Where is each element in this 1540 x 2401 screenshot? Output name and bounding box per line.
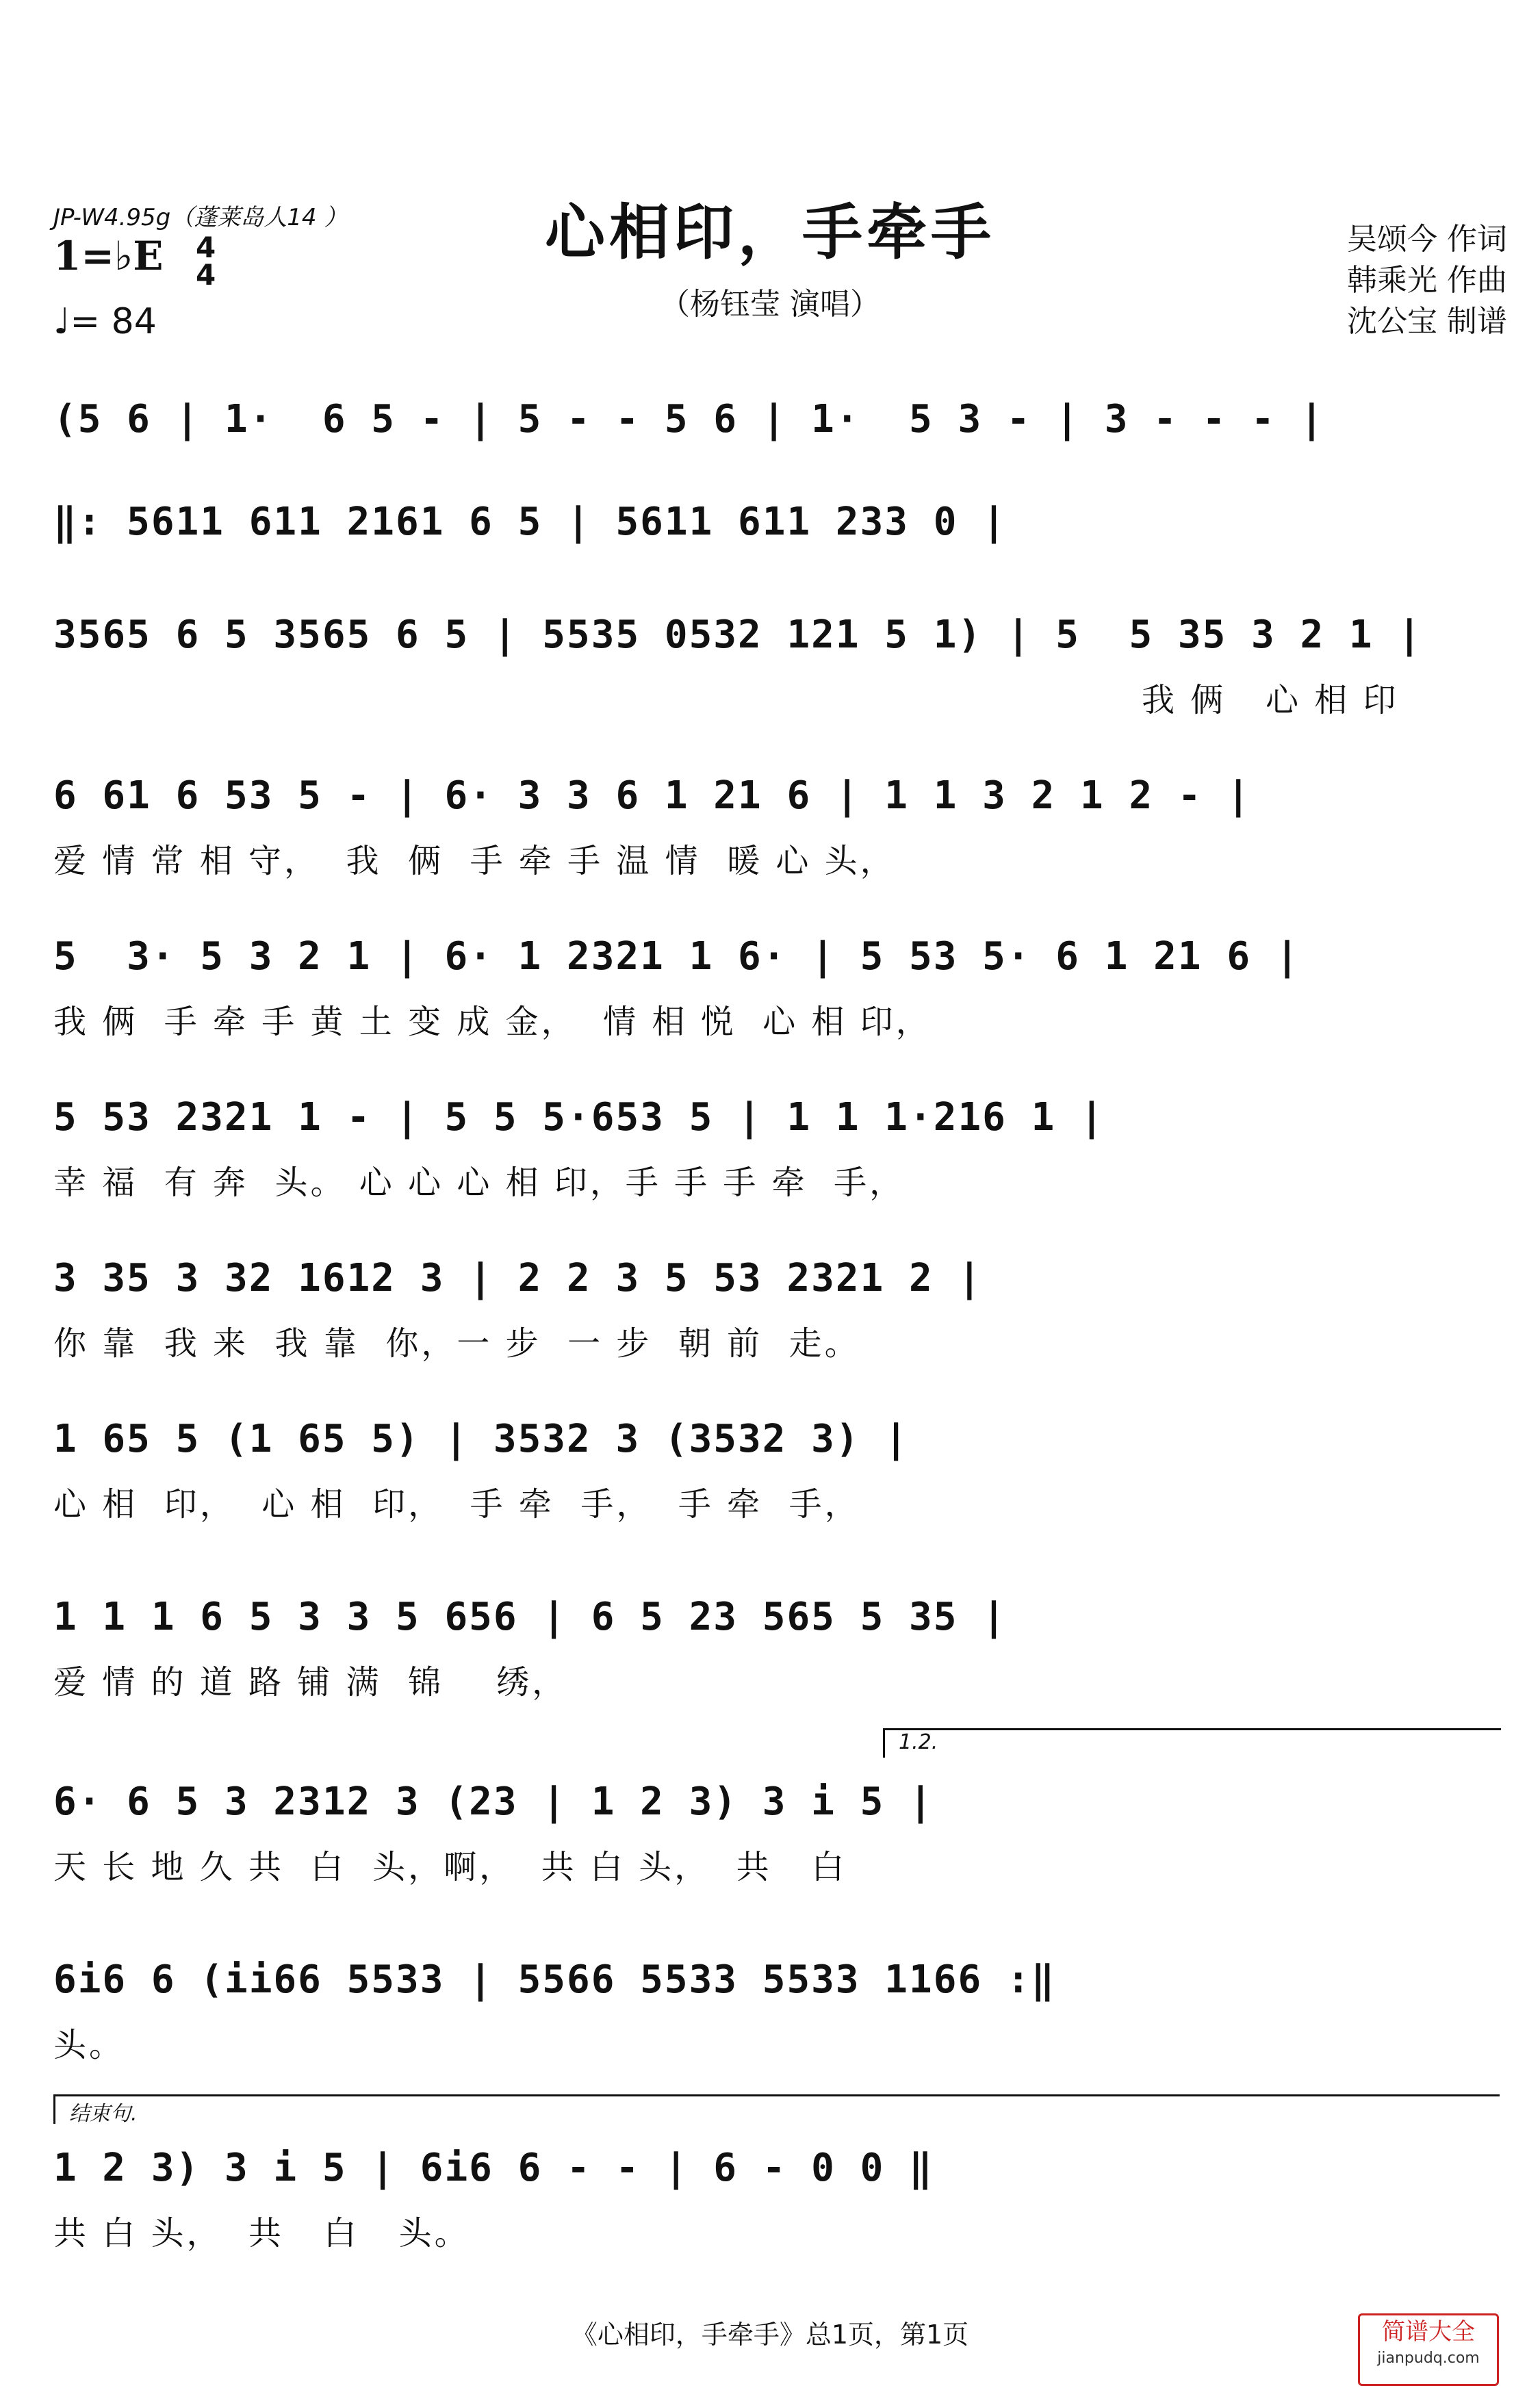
score-system-4 bbox=[53, 773, 1511, 882]
score-system-8 bbox=[53, 1417, 1511, 1525]
notation-line: 1 1 1 6 5 3 3 5 656 | 6 5 23 565 5 35 | bbox=[53, 1595, 1007, 1639]
notation-line: 3565 6 5 3565 6 5 | 5535 0532 121 5 1) | 5 5 35 3 2 1 | bbox=[53, 613, 1423, 657]
lyric-line: 爱 情 的 道 路 铺 满 锦 绣， bbox=[53, 1663, 568, 1702]
logo-text: 简谱大全 bbox=[1382, 2318, 1475, 2346]
lyric-line: 你 靠 我 来 我 靠 你，一 步 一 步 朝 前 走。 bbox=[53, 1324, 860, 1363]
time-top: 4 bbox=[196, 231, 216, 264]
tempo-marking: ♩= 84 bbox=[53, 301, 157, 342]
notation-line: 5 53 2321 1 - | 5 5 5·653 5 | 1 1 1·216 1 | bbox=[53, 1095, 1105, 1140]
score-system-12 bbox=[53, 2146, 1511, 2254]
site-logo bbox=[1358, 2313, 1499, 2386]
score-system-1 bbox=[53, 397, 1511, 458]
lyric-line: 天 长 地 久 共 白 头，啊， 共 白 头， 共 白 bbox=[53, 1848, 847, 1886]
lyricist-credit: 吴颂今 作词 bbox=[1347, 222, 1507, 257]
key-signature: 1=♭E bbox=[53, 233, 164, 279]
notation-line: 1 2 3) 3 i 5 | 6i6 6 - - | 6 - 0 0 ‖ bbox=[53, 2146, 934, 2190]
notation-line: 6 61 6 53 5 - | 6· 3 3 6 1 21 6 | 1 1 3 2 1 2 - | bbox=[53, 773, 1252, 818]
score-system-5 bbox=[53, 934, 1511, 1042]
page-footer: 《心相印，手牵手》总1页，第1页 bbox=[571, 2320, 969, 2350]
score-system-6 bbox=[53, 1095, 1511, 1203]
version-label: JP-W4.95g（蓬莱岛人14 ） bbox=[53, 204, 348, 231]
song-title: 心相印，手牵手 bbox=[544, 196, 995, 268]
time-bottom: 4 bbox=[196, 258, 216, 292]
notation-line: 5 3· 5 3 2 1 | 6· 1 2321 1 6· | 5 53 5· 6 1 21 6 | bbox=[53, 934, 1300, 979]
score-system-7 bbox=[53, 1256, 1511, 1364]
notation-line: 1 65 5 (1 65 5) | 3532 3 (3532 3) | bbox=[53, 1417, 910, 1461]
lyric-line: 我 俩 心 相 印 bbox=[1142, 681, 1399, 719]
volta-first bbox=[883, 1728, 1501, 1758]
volta-label: 结束句. bbox=[69, 2102, 138, 2126]
singer-credit: （杨钰莹 演唱） bbox=[660, 287, 880, 322]
score-system-10 bbox=[53, 1780, 1511, 1888]
lyric-line: 幸 福 有 奔 头。 心 心 心 相 印，手 手 手 牵 手， bbox=[53, 1164, 906, 1202]
lyric-line: 头。 bbox=[53, 2026, 125, 2064]
lyric-line: 我 俩 手 牵 手 黄 土 变 成 金， 情 相 悦 心 相 印， bbox=[53, 1003, 932, 1041]
score-system-11 bbox=[53, 1957, 1511, 2066]
credits bbox=[1347, 219, 1507, 342]
arranger-credit: 沈公宝 制谱 bbox=[1347, 304, 1507, 339]
notation-line: 6i6 6 (ii66 5533 | 5566 5533 5533 1166 :‖ bbox=[53, 1957, 1056, 2002]
notation-line: 6· 6 5 3 2312 3 (23 | 1 2 3) 3 i 5 | bbox=[53, 1780, 934, 1824]
volta-label: 1.2. bbox=[899, 1730, 938, 1754]
composer-credit: 韩乘光 作曲 bbox=[1347, 263, 1507, 298]
score-system-3 bbox=[53, 613, 1511, 721]
logo-url: jianpudq.com bbox=[1377, 2350, 1480, 2367]
lyric-line: 共 白 头， 共 白 头。 bbox=[53, 2214, 470, 2252]
lyric-line: 心 相 印， 心 相 印， 手 牵 手， 手 牵 手， bbox=[53, 1485, 860, 1524]
notation-line: (5 6 | 1· 6 5 - | 5 - - 5 6 | 1· 5 3 - | 3 - - - | bbox=[53, 397, 1325, 441]
volta-ending bbox=[53, 2094, 1500, 2124]
notation-line: ‖: 5611 611 2161 6 5 | 5611 611 233 0 | bbox=[53, 500, 1007, 544]
notation-line: 3 35 3 32 1612 3 | 2 2 3 5 53 2321 2 | bbox=[53, 1256, 983, 1300]
score-system-2 bbox=[53, 500, 1511, 561]
score-system-9 bbox=[53, 1595, 1511, 1703]
lyric-line: 爱 情 常 相 守， 我 俩 手 牵 手 温 情 暖 心 头， bbox=[53, 842, 896, 880]
